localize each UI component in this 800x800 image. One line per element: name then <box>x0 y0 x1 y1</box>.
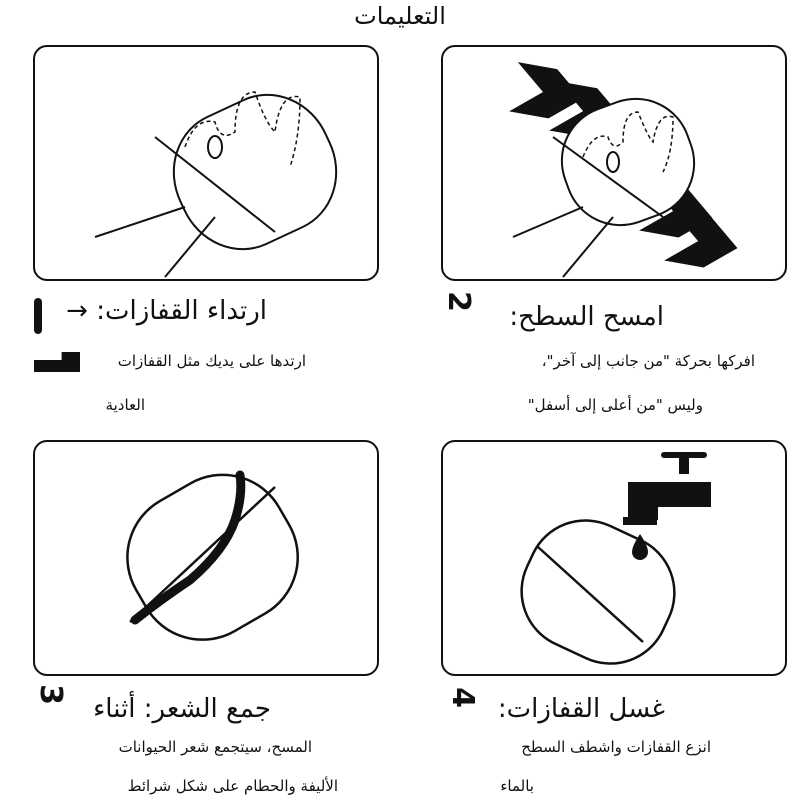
step3-heading: جمع الشعر: أثناء <box>93 694 271 724</box>
step1-heading <box>66 296 267 326</box>
arrow-right-icon: → <box>66 296 88 326</box>
step4-heading: غسل القفازات: <box>497 694 665 724</box>
step3-line-2: الأليفة والحطام على شكل شرائط <box>127 777 338 795</box>
step1-line-1: ارتدها على يديك مثل القفازات <box>117 352 306 370</box>
step4-line-2: بالماء <box>500 777 534 795</box>
step3-line-1: المسح، سيتجمع شعر الحيوانات <box>118 738 312 756</box>
step2-number: 2 <box>440 291 476 312</box>
step1-heading-text: ارتداء القفازات: <box>96 296 267 326</box>
faucet-rinse-glove-icon <box>443 442 787 676</box>
step4-number: 4 <box>444 687 480 708</box>
step3-number: 3 <box>32 684 68 705</box>
glove-collected-hair-icon <box>35 442 379 676</box>
page-title: التعليمات <box>354 2 446 30</box>
glove-wipe-motion-icon <box>443 47 787 281</box>
step2-heading: امسح السطح: <box>509 302 664 332</box>
step1-mark-icon <box>34 352 80 372</box>
glove-on-hand-icon <box>35 47 379 281</box>
step2-illustration <box>441 45 787 281</box>
step1-illustration <box>33 45 379 281</box>
step1-line-2: العادية <box>105 396 145 414</box>
step4-illustration <box>441 440 787 676</box>
step1-bullet-icon <box>34 298 42 334</box>
step2-line-2: وليس "من أعلى إلى أسفل" <box>527 396 703 414</box>
step2-line-1: افركها بحركة "من جانب إلى آخر"، <box>541 352 755 370</box>
step4-line-1: انزع القفازات واشطف السطح <box>521 738 711 756</box>
step3-illustration <box>33 440 379 676</box>
